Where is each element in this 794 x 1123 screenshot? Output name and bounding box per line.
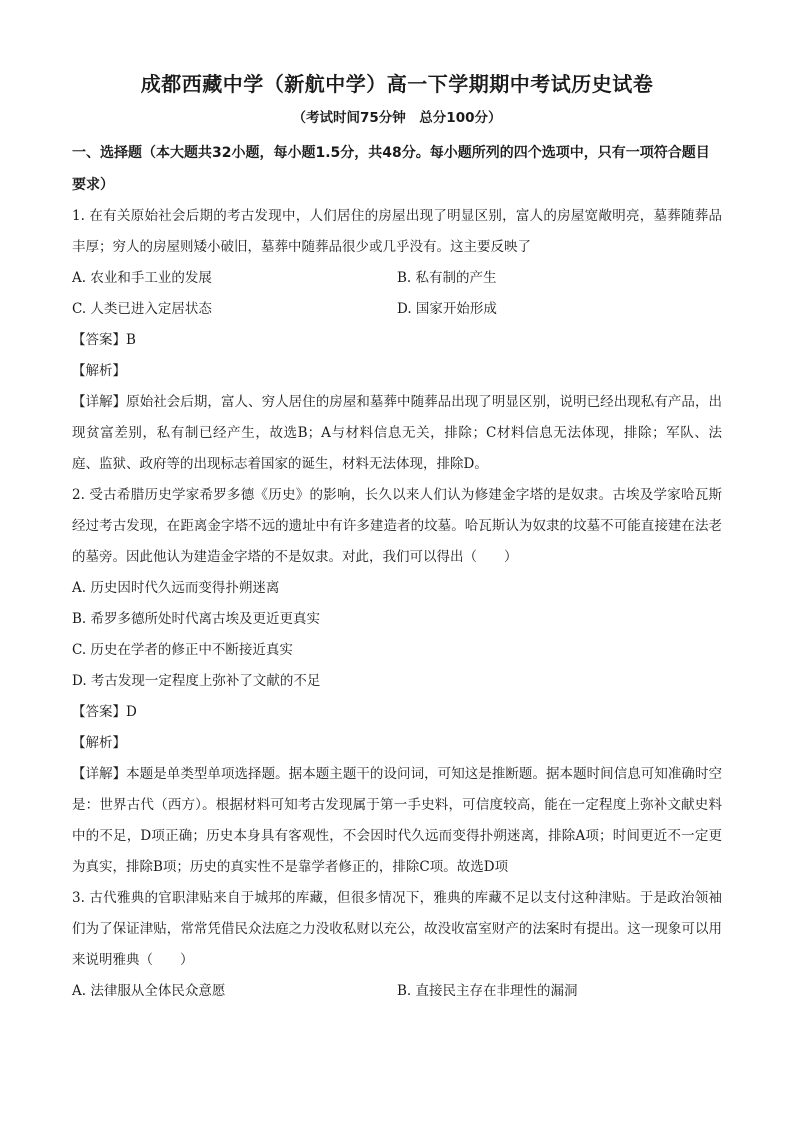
question-2-option-c: C. 历史在学者的修正中不断接近真实 xyxy=(72,642,293,658)
exam-info: （考试时间75分钟 总分100分） xyxy=(292,110,502,126)
question-2-answer: 【答案】D xyxy=(72,704,137,720)
question-2-detail: 【详解】本题是单类型单项选择题。据本题主题干的设问词，可知这是推断题。据本题时间信息可知准确时空是：世界古代（西方）。根据材料可知考古发现属于第一手史料，可信度较高，能在一定程度上弥补文献史料中的不足，D项正确；历史本身具有客观性，不会因时代久远而变得扑朔迷离，排除A项；时间更近不一定更为真实，排除B项；历史的真实性不是靠学者修正的，排除C项。故选D项 xyxy=(72,766,722,875)
question-1-options-row-2 xyxy=(72,294,722,325)
question-1-option-a: A. 农业和手工业的发展 xyxy=(72,270,212,286)
question-1-detail: 【详解】原始社会后期，富人、穷人居住的房屋和墓葬中随葬品出现了明显区别，说明已经出现私有产品，出现贫富差别，私有制已经产生，故选B；A与材料信息无关，排除；C材料信息无法体现，排除；军队、法庭、监狱、政府等的出现标志着国家的诞生，材料无法体现，排除D。 xyxy=(72,394,722,472)
question-3-option-a: A. 法律服从全体民众意愿 xyxy=(72,983,226,999)
question-1-answer: 【答案】B xyxy=(72,332,136,348)
page-title: 成都西藏中学（新航中学）高一下学期期中考试历史试卷 xyxy=(140,72,654,96)
question-2-option-a: A. 历史因时代久远而变得扑朔迷离 xyxy=(72,580,280,596)
exam-content xyxy=(72,137,722,1007)
section-heading: 一、选择题（本大题共32小题，每小题1.5分，共48分。每小题所列的四个选项中，只有一项符合题目要求） xyxy=(72,145,710,193)
question-3-option-b: B. 直接民主存在非理性的漏洞 xyxy=(397,983,578,999)
question-1-option-d: D. 国家开始形成 xyxy=(397,301,497,317)
question-1-option-c: C. 人类已进入定居状态 xyxy=(72,301,212,317)
question-1-analysis-label: 【解析】 xyxy=(72,363,126,379)
question-2-analysis-label: 【解析】 xyxy=(72,735,126,751)
question-1-stem: 1. 在有关原始社会后期的考古发现中，人们居住的房屋出现了明显区别，富人的房屋宽敞明亮，墓葬随葬品丰厚；穷人的房屋则矮小破旧，墓葬中随葬品很少或几乎没有。这主要反映了 xyxy=(72,208,722,255)
question-2-stem: 2. 受古希腊历史学家希罗多德《历史》的影响，长久以来人们认为修建金字塔的是奴隶。古埃及学家哈瓦斯经过考古发现，在距离金字塔不远的遗址中有许多建造者的坟墓。哈瓦斯认为奴隶的坟墓不可能直接建在法老的墓旁。因此他认为建造金字塔的不是奴隶。对此，我们可以得出（ ） xyxy=(72,487,722,565)
question-3-options-row-1 xyxy=(72,976,722,1007)
question-1-options-row-1 xyxy=(72,263,722,294)
question-2-option-b: B. 希罗多德所处时代离古埃及更近更真实 xyxy=(72,611,321,627)
question-1-option-b: B. 私有制的产生 xyxy=(397,270,497,286)
question-3-stem: 3. 古代雅典的官职津贴来自于城邦的库藏，但很多情况下，雅典的库藏不足以支付这种津贴。于是政治领袖们为了保证津贴，常常凭借民众法庭之力没收私财以充公，故没收富室财产的法案时有提出。这一现象可以用来说明雅典（ ） xyxy=(72,890,722,968)
question-2-option-d: D. 考古发现一定程度上弥补了文献的不足 xyxy=(72,673,321,689)
